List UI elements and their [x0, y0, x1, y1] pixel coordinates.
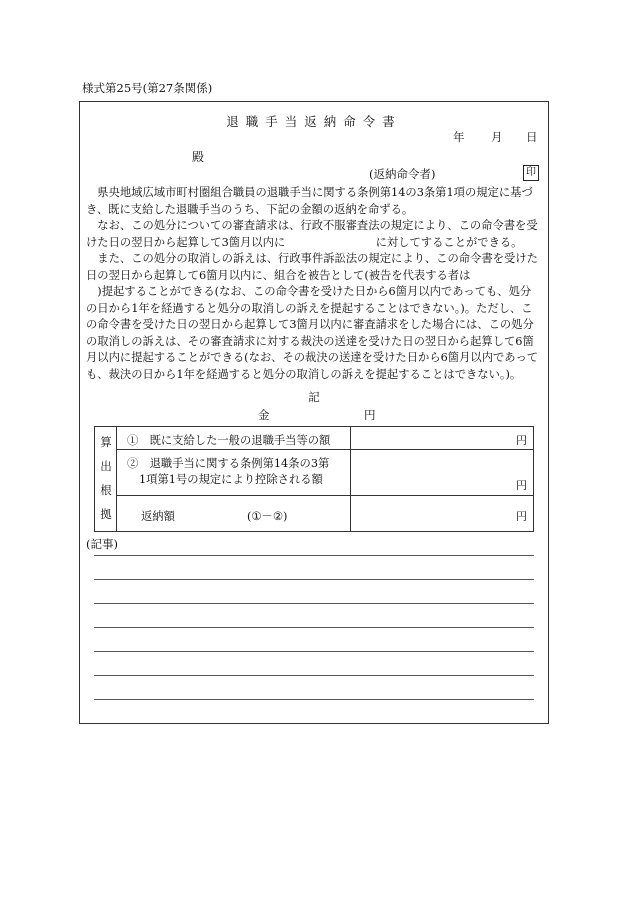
- calculation-table: [94, 426, 534, 532]
- row-label: ① 既に支給した一般の退職手当等の額: [127, 434, 331, 447]
- addressee: 殿: [192, 150, 205, 164]
- calc-row-deduction: [117, 450, 533, 496]
- refund-label: 返納額: [141, 510, 175, 523]
- note-line: [94, 675, 534, 676]
- column-divider: [350, 450, 351, 495]
- body-line: 県央地域広域市町村圏組合職員の退職手当に関する条例第14の3条第1項の規定に基づ: [86, 186, 533, 199]
- note-line: [94, 627, 534, 628]
- side-char: 根: [100, 483, 112, 497]
- row-label-cont: 1項第1号の規定により控除される額: [139, 473, 323, 486]
- note-line: [94, 603, 534, 604]
- body-line: の取消しの訴えは、その審査請求に対する裁決の送達を受けた日の翌日から起算して6箇: [86, 334, 534, 348]
- side-char: 算: [100, 435, 112, 449]
- ki-heading: 記: [308, 390, 320, 404]
- body-line: の命令書を受けた日の翌日から起算して3箇月以内に審査請求をした場合には、この処分: [86, 318, 534, 331]
- calc-row-paid: [117, 427, 533, 450]
- document-title: 退職手当返納命令書: [226, 114, 402, 129]
- date-day: 日: [526, 130, 538, 144]
- amount-label: 金: [258, 408, 270, 422]
- body-line: の日から1年を経過すると処分の取消しの訴えを提起することはできない。)。ただし、こ: [86, 301, 533, 315]
- note-line: [94, 699, 534, 700]
- body-line: き、既に支給した退職手当のうち、下記の金額の返納を命ずる。: [86, 202, 414, 216]
- body-line: また、この処分の取消しの訴えは、行政事件訴訟法の規定により、この命令書を受けた: [86, 252, 538, 265]
- note-line: [94, 555, 534, 556]
- body-line: 月以内に提起することができる(なお、その裁決の送達を受けた日から6箇月以内であって: [86, 351, 539, 364]
- refund-formula: (①－②): [247, 510, 288, 523]
- notes-label: (記事): [86, 537, 118, 551]
- seal-mark: 印: [523, 165, 539, 181]
- row-unit: 円: [516, 434, 527, 447]
- order-form: [79, 101, 549, 724]
- date-month: 月: [491, 130, 503, 144]
- calc-basis-header: [95, 427, 117, 531]
- date-year: 年: [453, 130, 465, 144]
- body-line: )提起することができる(なお、この命令書を受けた日から6箇月以内であっても、処分: [86, 285, 532, 298]
- order-body: [86, 185, 544, 383]
- row-unit: 円: [516, 510, 527, 523]
- side-char: 出: [100, 459, 112, 473]
- body-line: も、裁決の日から1年を経過すると処分の取消しの訴えを提起することはできない。)。: [86, 367, 522, 381]
- side-char: 拠: [100, 507, 112, 521]
- calc-row-refund: [117, 496, 533, 531]
- issuer-label: (返納命令者): [369, 167, 436, 181]
- form-number: 様式第25号(第27条関係): [82, 81, 213, 95]
- column-divider: [350, 427, 351, 449]
- body-line: けた日の翌日から起算して3箇月以内に に対してすることができる。: [86, 235, 523, 249]
- amount-unit: 円: [364, 408, 376, 422]
- column-divider: [350, 496, 351, 531]
- note-line: [94, 651, 534, 652]
- row-unit: 円: [516, 479, 527, 492]
- row-label: ② 退職手当に関する条例第14条の3第: [127, 457, 330, 470]
- body-line: 日の翌日から起算して6箇月以内に、組合を被告として(被告を代表する者は: [86, 268, 471, 282]
- note-line: [94, 579, 534, 580]
- body-line: なお、この処分についての審査請求は、行政不服審査法の規定により、この命令書を受: [86, 219, 538, 232]
